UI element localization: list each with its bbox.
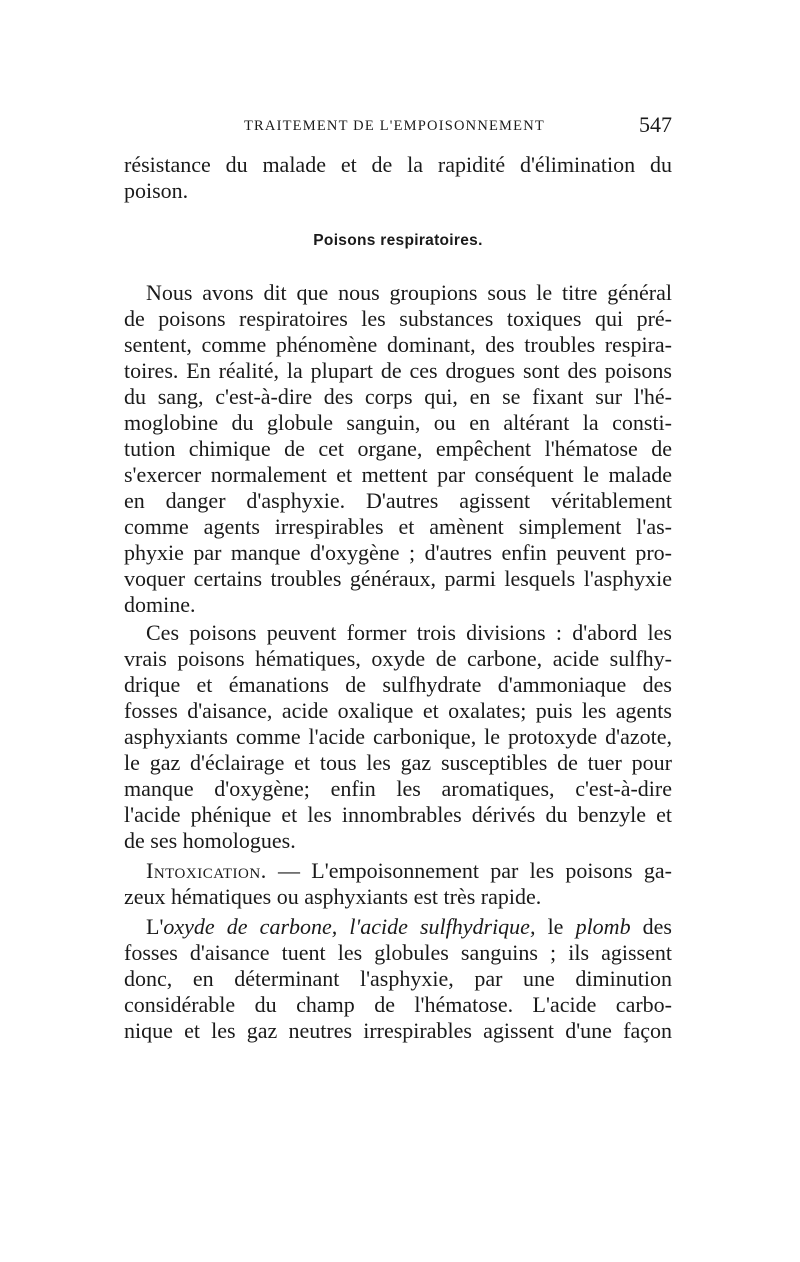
text-line: toires. En réalité, la plupart de ces drogues sont des poisons: [124, 358, 672, 383]
running-header: [124, 112, 672, 142]
text-line: moglobine du globule sanguin, ou en altérant la consti-: [124, 410, 672, 435]
text-line: asphyxiants comme l'acide carbonique, le protoxyde d'azote,: [124, 724, 672, 749]
text-line: en danger d'asphyxie. D'autres agissent véritablement: [124, 488, 672, 513]
section-heading: Poisons respiratoires.: [313, 232, 483, 249]
paragraph-first-line: [146, 914, 672, 940]
text-run: des: [630, 914, 672, 939]
text-line: résistance du malade et de la rapidité d'élimination du: [124, 152, 672, 177]
text-line: vrais poisons hématiques, oxyde de carbone, acide sulfhy-: [124, 646, 672, 671]
text-run: le: [535, 914, 576, 939]
text-line: poison.: [124, 178, 189, 203]
text-line: l'acide phénique et les innombrables dérivés du benzyle et: [124, 802, 672, 827]
text-line: le gaz d'éclairage et tous les gaz susceptibles de tuer pour: [124, 750, 672, 775]
paragraph-first-line: Ces poisons peuvent former trois divisions : d'abord les: [146, 620, 672, 645]
text-line: fosses d'aisance tuent les globules sanguins ; ils agissent: [124, 940, 672, 965]
text-run: — L'empoisonnement par les poisons ga-: [266, 858, 672, 883]
text-line: zeux hématiques ou asphyxiants est très rapide.: [124, 884, 542, 909]
text-line: tution chimique de cet organe, empêchent l'hématose de: [124, 436, 672, 461]
text-line: du sang, c'est-à-dire des corps qui, en se fixant sur l'hé-: [124, 384, 672, 409]
paragraph-first-line: [146, 858, 672, 884]
text-line: comme agents irrespirables et amènent simplement l'as-: [124, 514, 672, 539]
page-number: 547: [639, 112, 672, 137]
text-line: manque d'oxygène; enfin les aromatiques, c'est-à-dire: [124, 776, 672, 801]
text-line: voquer certains troubles généraux, parmi lesquels l'asphyxie: [124, 566, 672, 591]
text-line: de ses homologues.: [124, 828, 296, 853]
text-line: considérable du champ de l'hématose. L'acide carbo-: [124, 992, 672, 1017]
text-run: [337, 914, 349, 939]
text-line: de poisons respiratoires les substances toxiques qui pré-: [124, 306, 672, 331]
text-run: L': [146, 914, 164, 939]
text-line: fosses d'aisance, acide oxalique et oxalates; puis les agents: [124, 698, 672, 723]
text-line: donc, en déterminant l'asphyxie, par une diminution: [124, 966, 672, 991]
text-line: phyxie par manque d'oxygène ; d'autres enfin peuvent pro-: [124, 540, 672, 565]
italic-term: l'acide sulfhydrique,: [349, 914, 536, 939]
text-line: sentent, comme phénomène dominant, des troubles respira-: [124, 332, 672, 357]
running-title: TRAITEMENT DE L'EMPOISONNEMENT: [244, 118, 545, 134]
run-in-heading: Intoxication.: [146, 858, 267, 883]
paragraph-first-line: Nous avons dit que nous groupions sous le titre général: [146, 280, 672, 305]
italic-term: plomb: [575, 914, 631, 939]
text-line: s'exercer normalement et mettent par conséquent le malade: [124, 462, 672, 487]
italic-term: oxyde de carbone,: [163, 914, 338, 939]
text-line: drique et émanations de sulfhydrate d'ammoniaque des: [124, 672, 672, 697]
text-line: nique et les gaz neutres irrespirables agissent d'une façon: [124, 1018, 672, 1043]
text-line: domine.: [124, 592, 196, 617]
